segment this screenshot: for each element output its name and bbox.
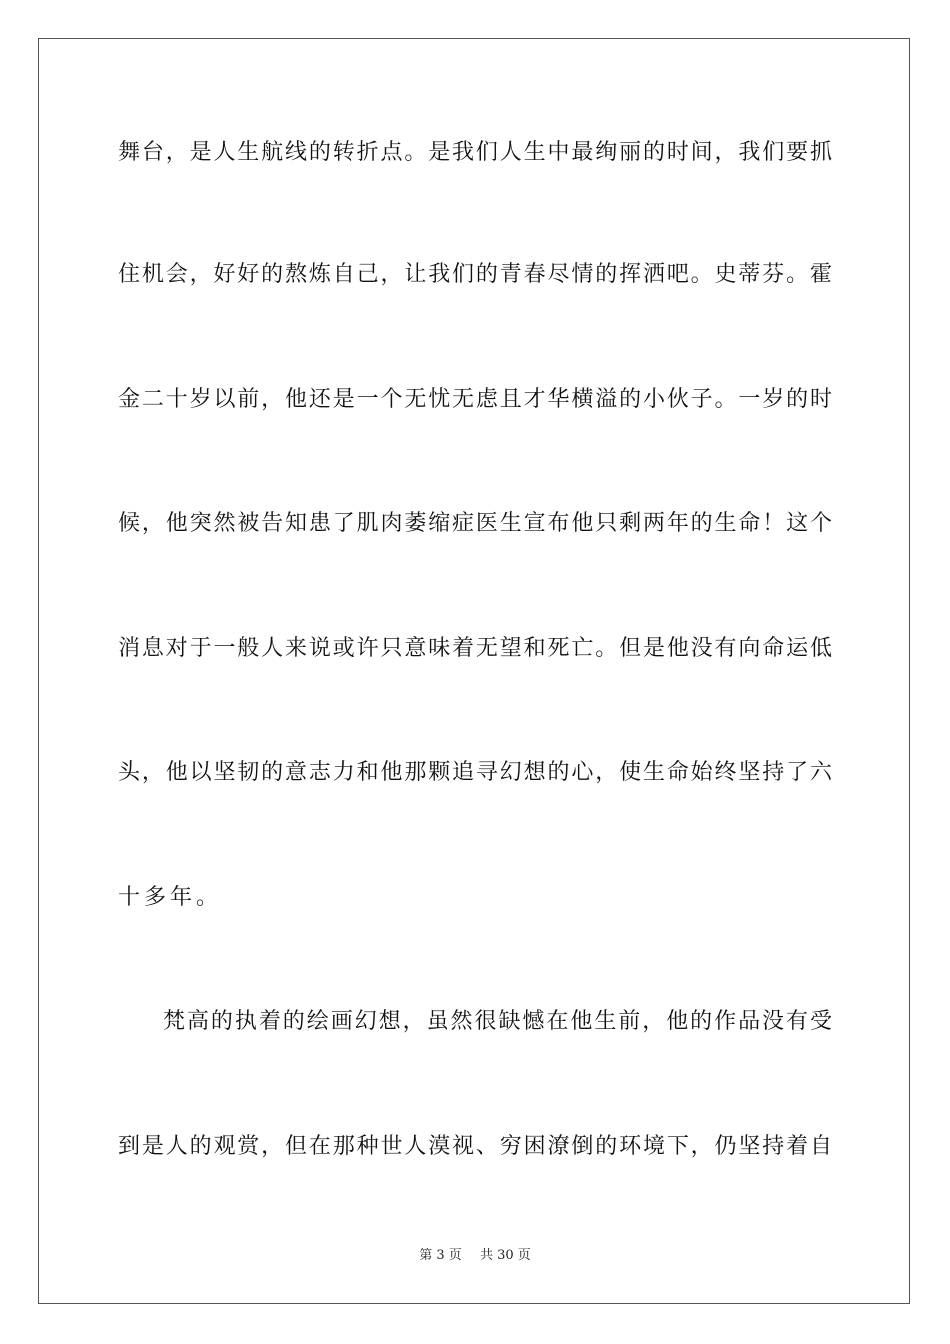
page-number: 第 3 页 — [419, 1248, 462, 1263]
text-line: 舞台，是人生航线的转折点。是我们人生中最绚丽的时间，我们要抓 — [118, 140, 832, 165]
page-footer — [0, 1247, 950, 1265]
text-line: 十多年。 — [118, 885, 223, 910]
text-line: 头，他以坚韧的意志力和他那颗追寻幻想的心，使生命始终坚持了六 — [118, 760, 832, 785]
page-border — [38, 38, 910, 1304]
text-line: 住机会，好好的熬炼自己，让我们的青春尽情的挥洒吧。史蒂芬。霍 — [118, 262, 832, 287]
page-total: 共 30 页 — [479, 1248, 531, 1263]
text-line: 到是人的观赏，但在那种世人漠视、穷困潦倒的环境下，仍坚持着自 — [118, 1134, 832, 1159]
text-line: 金二十岁以前，他还是一个无忧无虑且才华横溢的小伙子。一岁的时 — [118, 387, 832, 412]
text-line: 候，他突然被告知患了肌肉萎缩症医生宣布他只剩两年的生命！这个 — [118, 511, 832, 536]
paragraph-first-line: 梵高的执着的绘画幻想，虽然很缺憾在他生前，他的作品没有受 — [163, 1009, 832, 1034]
text-line: 消息对于一般人来说或许只意味着无望和死亡。但是他没有向命运低 — [118, 636, 832, 661]
